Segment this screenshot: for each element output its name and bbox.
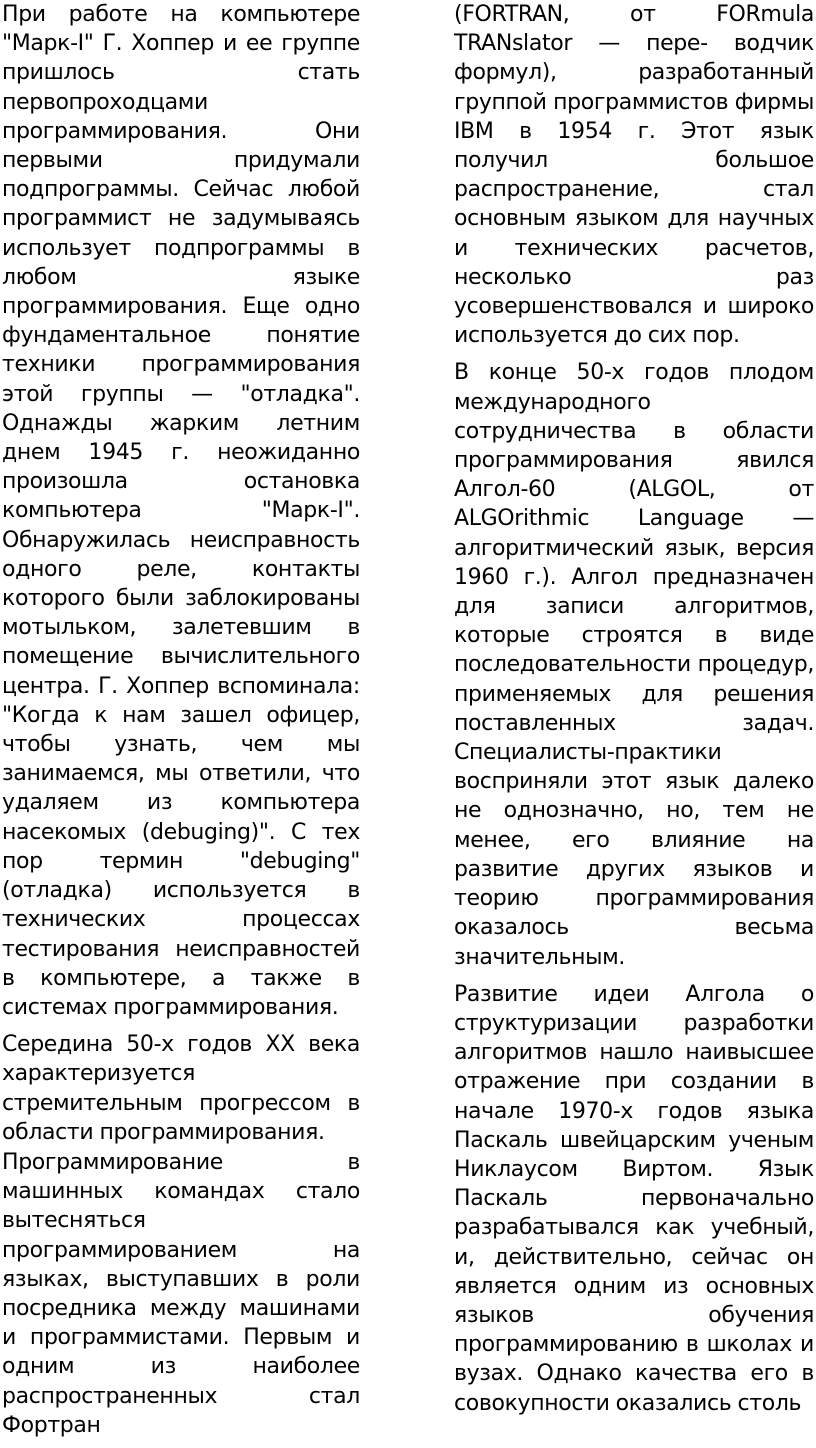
left-column [2, 0, 360, 1448]
paragraph-algol: В конце 50-х годов плодом международного сотрудничества в области программирования явился Алгол-60 (ALGOL, от ALGOrithmic Language — алгоритмический язык, версия 1960 г.). Алгол предназначен для записи алгоритмов, которые строятся в виде последовательности процедур, применяемых для решения поставленных задач. Специалисты-практики восприняли этот язык далеко не однозначно, но, тем не менее, его влияние на развитие других языков и теорию программирования оказалось весьма значительным. [454, 360, 814, 970]
paragraph-hopper-debugging: При работе на компьютере "Марк-I" Г. Хоппер и ее группе пришлось стать первопроходцами программирования. Они первыми придумали подпрограммы. Сейчас любой программист не задумываясь использует подпрограммы в любом языке программирования. Еще одно фундаментальное понятие техники программирования этой группы — "отладка". Однажды жарким летним днем 1945 г. неожиданно произошла остановка компьютера "Марк-I". Обнаружилась неисправность одного реле, контакты которого были заблокированы мотыльком, залетевшим в помещение вычислительного центра. Г. Хоппер вспоминала: "Когда к нам зашел офицер, чтобы узнать, чем мы занимаемся, мы ответили, что удаляем из компьютера насекомых (debuging)". С тех пор термин "debuging" (отладка) используется в технических процессах тестирования неисправностей в компьютере, а также в системах программирования. [2, 2, 360, 1020]
paragraph-mid-50s: Середина 50-х годов XX века характеризуется стремительным прогрессом в области программирования. [2, 1032, 360, 1145]
paragraph-fortran: (FORTRAN, от FORmula TRANslator — пере- водчик формул), разработанный группой программистов фирмы IBM в 1954 г. Этот язык получил большое распространение, стал основным языком для научных и технических расчетов, несколько раз усовершенствовался и широко используется до сих пор. [454, 2, 814, 349]
paragraph-pascal: Развитие идеи Алгола о структуризации разработки алгоритмов нашло наивысшее отражение при создании в начале 1970-х годов языка Паскаль швейцарским ученым Никлаусом Виртом. Язык Паскаль первоначально разрабатывался как учебный, и, действительно, сейчас он является одним из основных языков обучения программированию в школах и вузах. Однако качества его в совокупности оказались столь [454, 981, 814, 1416]
paragraph-fortran-intro: Программирование в машинных командах стало вытесняться программированием на языках, выступавших в роли посредника между машинами и программистами. Первым и одним из наиболее распространенных стал Фортран [2, 1149, 360, 1438]
right-column [454, 0, 814, 1426]
